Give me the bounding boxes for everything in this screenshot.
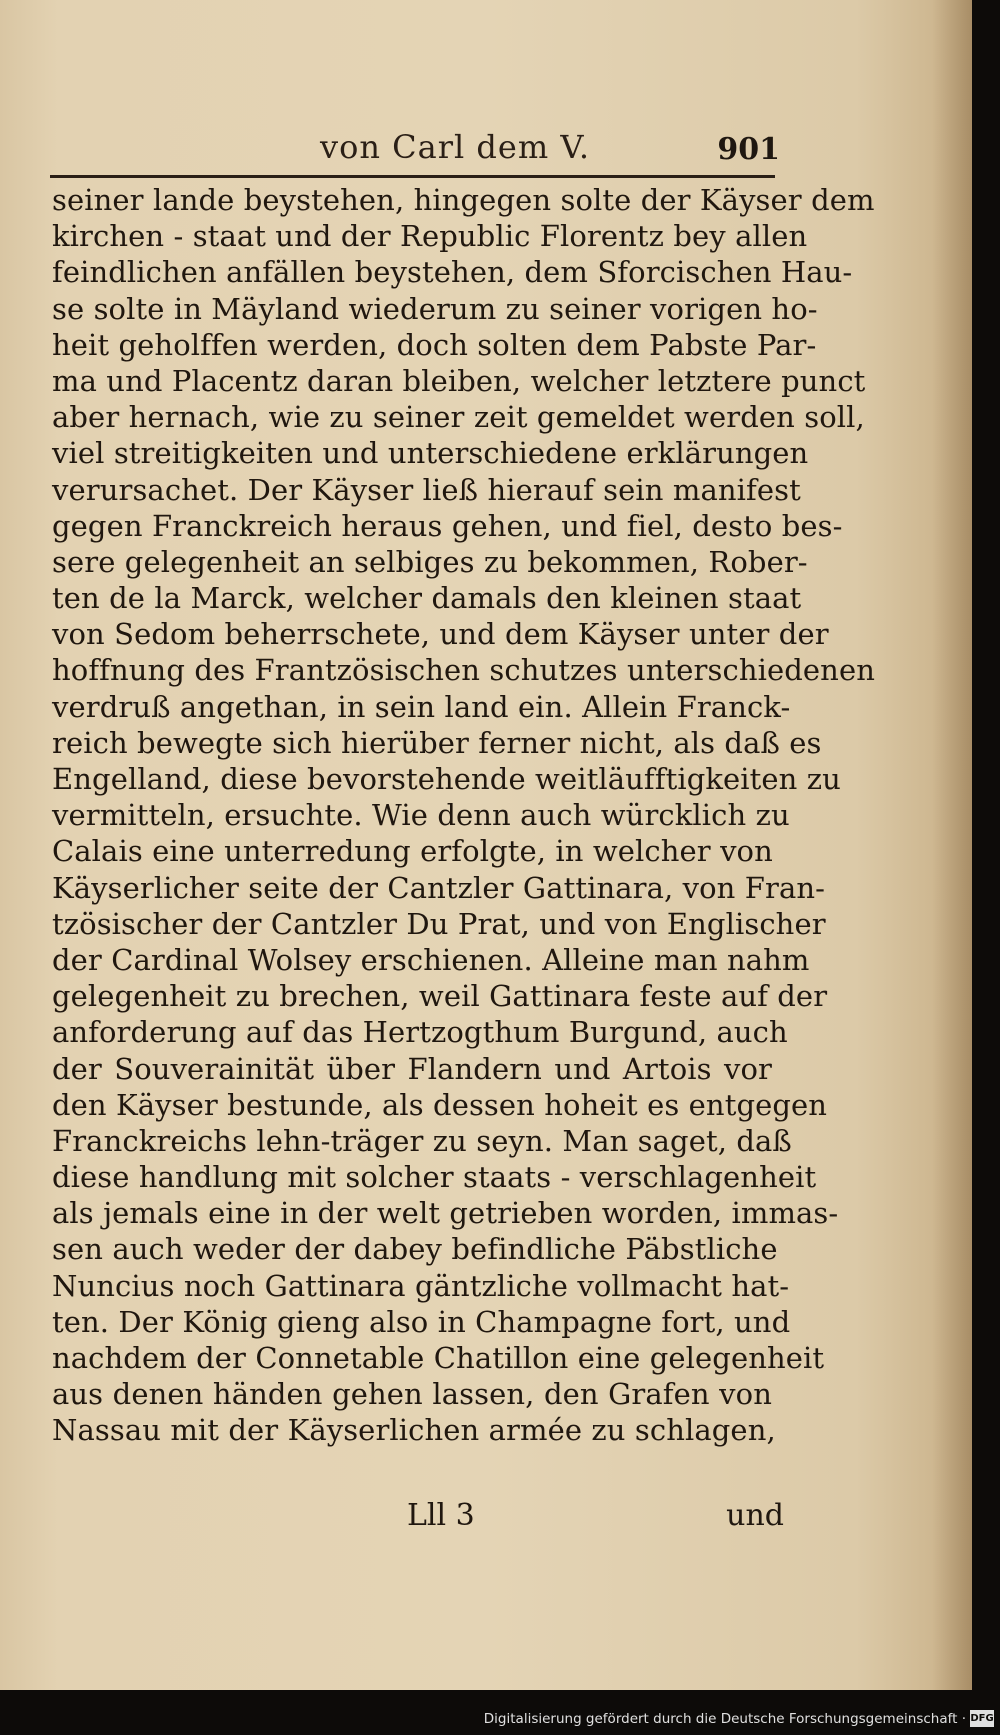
- text-line: der Cardinal Wolsey erschienen. Alleine man nahm: [52, 942, 810, 977]
- text-line: feindlichen anfällen beystehen, dem Sforcischen Hau-: [52, 255, 853, 290]
- page-number: 901: [717, 132, 780, 167]
- text-line: der Souverainität über Flandern und Artois vor: [52, 1051, 772, 1086]
- text-line: vermitteln, ersuchte. Wie denn auch würcklich zu: [52, 798, 790, 833]
- catchword: und: [726, 1498, 784, 1533]
- dfg-logo: DFG: [970, 1710, 994, 1727]
- text-line: Käyserlicher seite der Cantzler Gattinara, von Fran-: [52, 870, 826, 905]
- text-line: Calais eine unterredung erfolgte, in welcher von: [52, 834, 773, 869]
- text-line: kirchen - staat und der Republic Florentz bey allen: [52, 219, 808, 254]
- text-line: sen auch weder der dabey befindliche Päbstliche: [52, 1232, 778, 1267]
- text-line: den Käyser bestunde, als dessen hoheit es entgegen: [52, 1087, 828, 1122]
- text-line: diese handlung mit solcher staats - verschlagenheit: [52, 1160, 817, 1195]
- text-line: aus denen händen gehen lassen, den Grafen von: [52, 1377, 772, 1412]
- text-line: viel streitigkeiten und unterschiedene erklärungen: [52, 436, 809, 471]
- text-line: von Sedom beherrschete, und dem Käyser unter der: [52, 617, 829, 652]
- text-line: verursachet. Der Käyser ließ hierauf sein manifest: [52, 472, 801, 507]
- text-line: reich bewegte sich hierüber ferner nicht, als daß es: [52, 725, 822, 760]
- text-line: Nassau mit der Käyserlichen armée zu schlagen,: [52, 1413, 776, 1448]
- funding-credit: Digitalisierung gefördert durch die Deutsche Forschungsgemeinschaft ·: [483, 1711, 966, 1727]
- credit-bar: [0, 1690, 1000, 1735]
- text-line: gegen Franckreich heraus gehen, und fiel, desto bes-: [52, 508, 843, 543]
- text-line: als jemals eine in der welt getrieben worden, immas-: [52, 1196, 839, 1231]
- text-line: aber hernach, wie zu seiner zeit gemeldet werden soll,: [52, 400, 865, 435]
- text-line: sere gelegenheit an selbiges zu bekommen, Rober-: [52, 544, 808, 579]
- signature-mark: Lll 3: [407, 1498, 475, 1533]
- text-line: Engelland, diese bevorstehende weitläufftigkeiten zu: [52, 762, 841, 796]
- text-line: Nuncius noch Gattinara gäntzliche vollmacht hat-: [52, 1268, 790, 1303]
- text-line: ten de la Marck, welcher damals den kleinen staat: [52, 581, 802, 616]
- text-line: heit geholffen werden, doch solten dem Pabste Par-: [52, 327, 817, 362]
- header-rule: [50, 175, 775, 178]
- text-line: ma und Placentz daran bleiben, welcher letztere punct: [52, 363, 866, 398]
- text-line: verdruß angethan, in sein land ein. Allein Franck-: [52, 689, 791, 724]
- text-line: anforderung auf das Hertzogthum Burgund, auch: [52, 1015, 788, 1050]
- running-head: [50, 128, 780, 168]
- text-line: seiner lande beystehen, hingegen solte der Käyser dem: [52, 183, 875, 217]
- text-line: ten. Der König gieng also in Champagne fort, und: [52, 1304, 791, 1339]
- text-line: Franckreichs lehn-träger zu seyn. Man saget, daß: [52, 1123, 792, 1158]
- text-line: gelegenheit zu brechen, weil Gattinara feste auf der: [52, 979, 828, 1014]
- text-line: se solte in Mäyland wiederum zu seiner vorigen ho-: [52, 291, 818, 326]
- text-line: hoffnung des Frantzösischen schutzes unterschiedenen: [52, 653, 875, 688]
- text-line: tzösischer der Cantzler Du Prat, und von Englischer: [52, 906, 826, 941]
- page-footer: [52, 1498, 784, 1538]
- running-title: von Carl dem V.: [320, 128, 591, 166]
- text-line: nachdem der Connetable Chatillon eine gelegenheit: [52, 1341, 825, 1375]
- body-text: [52, 182, 875, 1449]
